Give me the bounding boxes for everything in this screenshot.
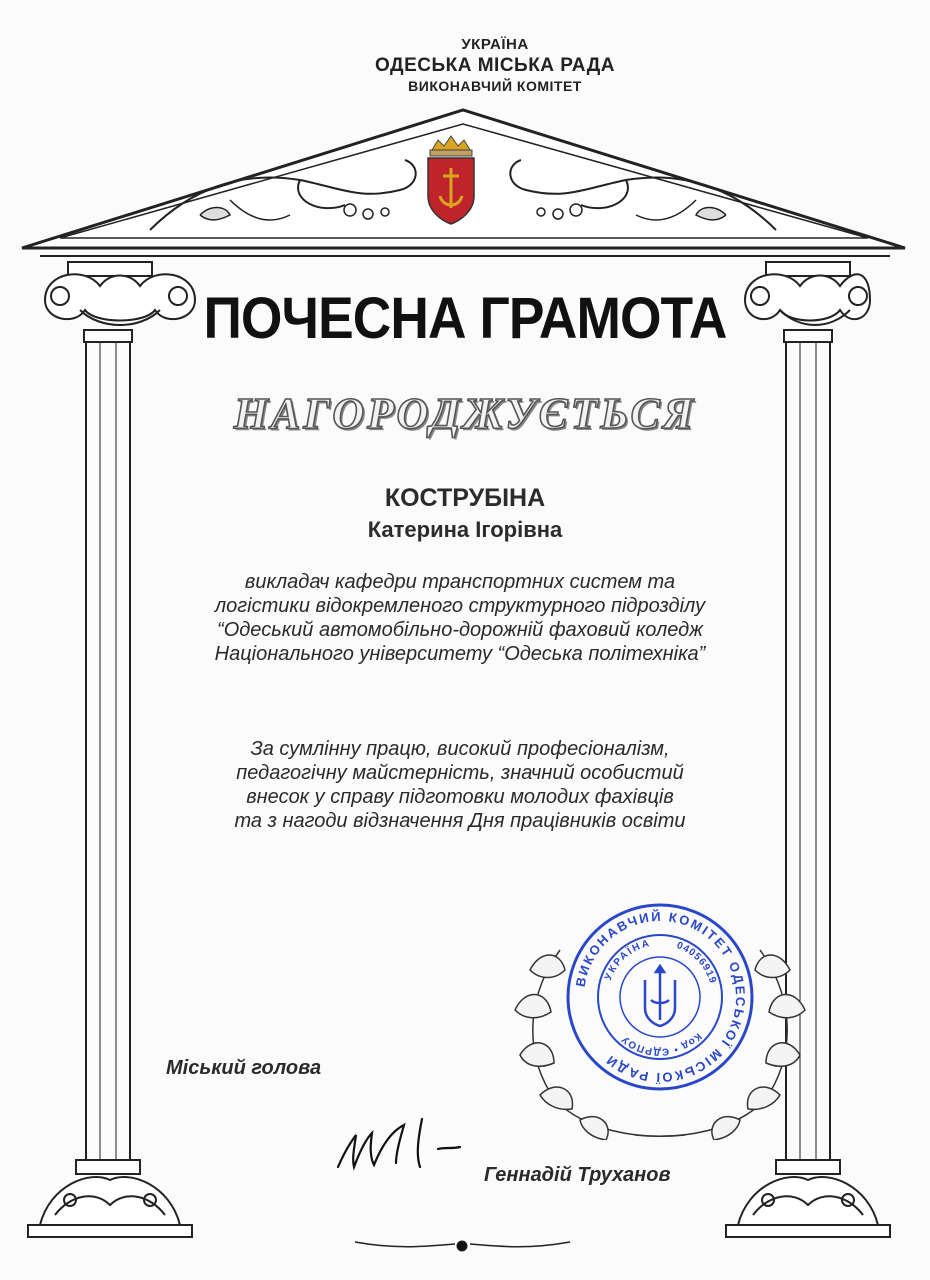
reason-line: педагогічну майстерність, значний особистий (236, 762, 684, 784)
awarded-heading: НАГОРОДЖУЄТЬСЯ (233, 389, 697, 438)
official-stamp (565, 900, 755, 1095)
certificate-title: ПОЧЕСНА ГРАМОТА (203, 286, 727, 351)
position-line: логістики відокремленого структурного підрозділу (214, 595, 706, 617)
reason-line: За сумлінну працю, високий професіоналізм, (250, 738, 670, 760)
header-country: УКРАЇНА (461, 36, 529, 53)
stamp-code: 04056919 (675, 940, 719, 986)
stamp-outer-text: ВИКОНАВЧИЙ КОМІТЕТ ОДЕСЬКОЇ МІСЬКОЇ РАДИ (572, 908, 749, 1086)
recipient-given-names: Катерина Ігорівна (367, 517, 563, 542)
signer-role: Міський голова (166, 1057, 322, 1079)
signer-name: Геннадій Труханов (484, 1164, 671, 1186)
trident-icon (645, 966, 675, 1026)
stamp-inner-top: Код • ЄДРПОУ (619, 1030, 704, 1058)
award-reason (140, 737, 780, 833)
city-crest (428, 136, 474, 224)
position-line: викладач кафедри транспортних систем та (244, 571, 676, 593)
reason-line: та з нагоди відзначення Дня працівників освіти (234, 810, 686, 832)
header-council: ОДЕСЬКА МІСЬКА РАДА (375, 55, 615, 76)
recipient-surname: КОСТРУБІНА (384, 484, 546, 512)
handwritten-signature (330, 1105, 470, 1185)
position-line: Національного університету “Одеська політехніка” (214, 643, 706, 665)
position-line: “Одеський автомобільно-дорожній фаховий коледж (217, 619, 703, 641)
recipient-position (140, 570, 780, 666)
stamp-bottom: УКРАЇНА (603, 937, 653, 983)
header-committee: ВИКОНАВЧИЙ КОМІТЕТ (408, 78, 582, 94)
bottom-ornament (355, 1241, 570, 1251)
reason-line: внесок у справу підготовки молодих фахівців (246, 786, 674, 808)
